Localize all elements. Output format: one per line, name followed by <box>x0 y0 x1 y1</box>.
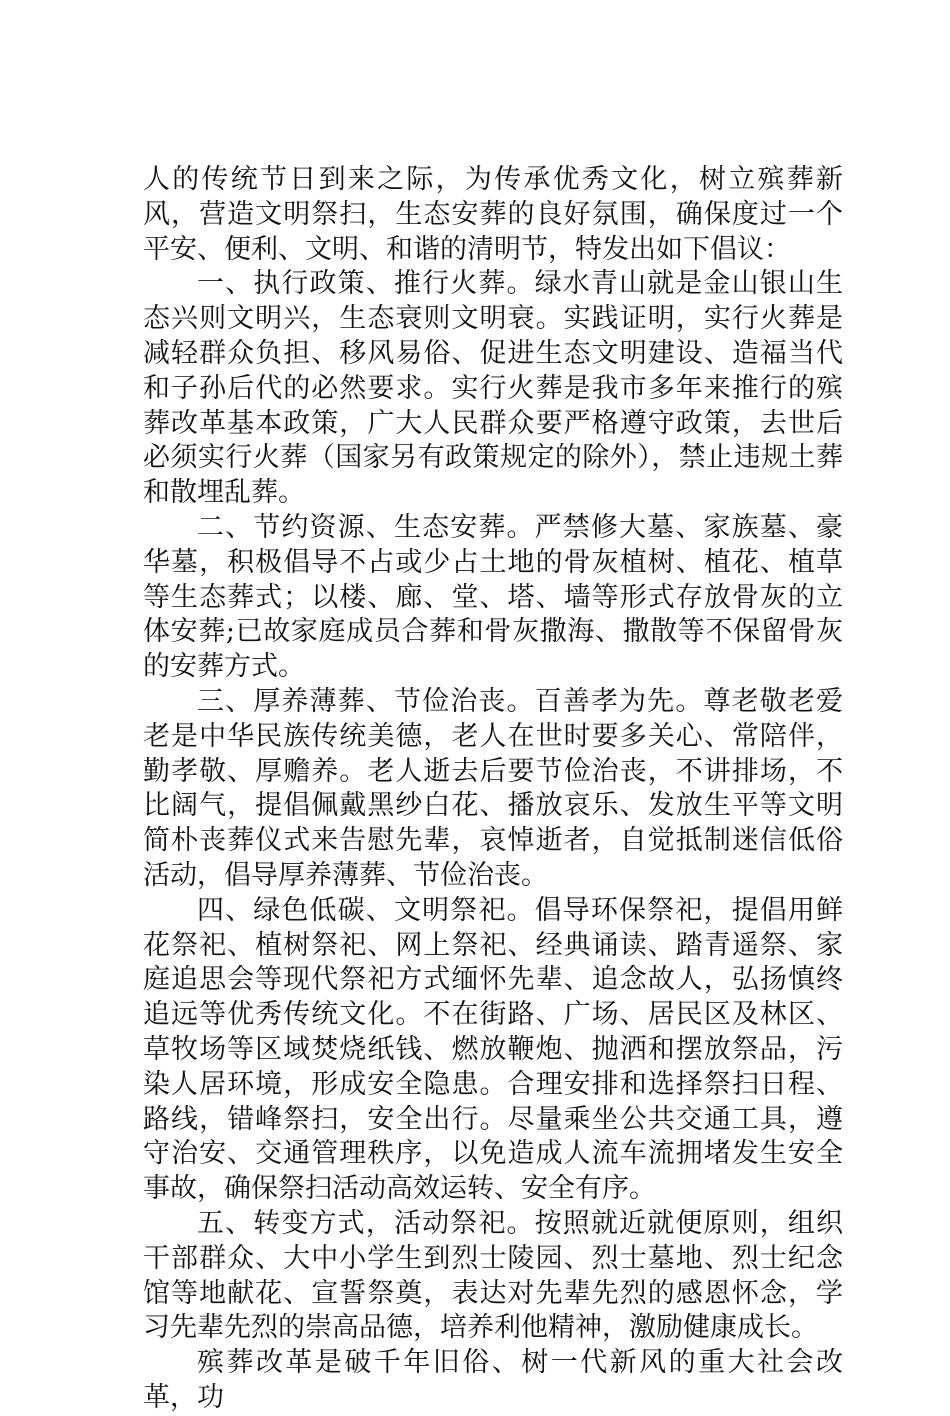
paragraph-item-2: 二、节约资源、生态安葬。严禁修大墓、家族墓、豪华墓，积极倡导不占或少占土地的骨灰植树、植花、植草等生态葬式；以楼、廊、堂、塔、墙等形式存放骨灰的立体安葬;已故家庭成员合葬和骨灰撒海、撒散等不保留骨灰的安葬方式。 <box>143 511 843 683</box>
paragraph-item-4: 四、绿色低碳、文明祭祀。倡导环保祭祀，提倡用鲜花祭祀、植树祭祀、网上祭祀、经典诵读、踏青遥祭、家庭追思会等现代祭祀方式缅怀先辈、追念故人，弘扬慎终追远等优秀传统文化。不在街路、广场、居民区及林区、草牧场等区域焚烧纸钱、燃放鞭炮、抛洒和摆放祭品，污染人居环境，形成安全隐患。合理安排和选择祭扫日程、路线，错峰祭扫，安全出行。尽量乘坐公共交通工具，遵守治安、交通管理秩序，以免造成人流车流拥堵发生安全事故，确保祭扫活动高效运转、安全有序。 <box>143 894 843 1205</box>
paragraph-item-1: 一、执行政策、推行火葬。绿水青山就是金山银山生态兴则文明兴，生态衰则文明衰。实践证明，实行火葬是减轻群众负担、移风易俗、促进生态文明建设、造福当代和子孙后代的必然要求。实行火葬是我市多年来推行的殡葬改革基本政策，广大人民群众要严格遵守政策，去世后必须实行火葬（国家另有政策规定的除外），禁止违规土葬和散埋乱葬。 <box>143 268 843 509</box>
paragraph-intro-continuation: 人的传统节日到来之际，为传承优秀文化，树立殡葬新风，营造文明祭扫，生态安葬的良好氛围，确保度过一个平安、便利、文明、和谐的清明节，特发出如下倡议： <box>143 164 843 265</box>
paragraph-item-3: 三、厚养薄葬、节俭治丧。百善孝为先。尊老敬老爱老是中华民族传统美德，老人在世时要多关心、常陪伴，勤孝敬、厚赡养。老人逝去后要节俭治丧，不讲排场，不比阔气，提倡佩戴黑纱白花、播放哀乐、发放生平等文明简朴丧葬仪式来告慰先辈，哀悼逝者，自觉抵制迷信低俗活动，倡导厚养薄葬、节俭治丧。 <box>143 685 843 891</box>
document-body <box>143 163 843 1416</box>
paragraph-item-5: 五、转变方式，活动祭祀。按照就近就便原则，组织干部群众、大中小学生到烈士陵园、烈士墓地、烈士纪念馆等地献花、宣誓祭奠，表达对先辈先烈的感恩怀念，学习先辈先烈的崇高品德，培养利他精神，激励健康成长。 <box>143 1207 843 1344</box>
paragraph-closing: 殡葬改革是破千年旧俗、树一代新风的重大社会改革，功 <box>143 1347 843 1413</box>
